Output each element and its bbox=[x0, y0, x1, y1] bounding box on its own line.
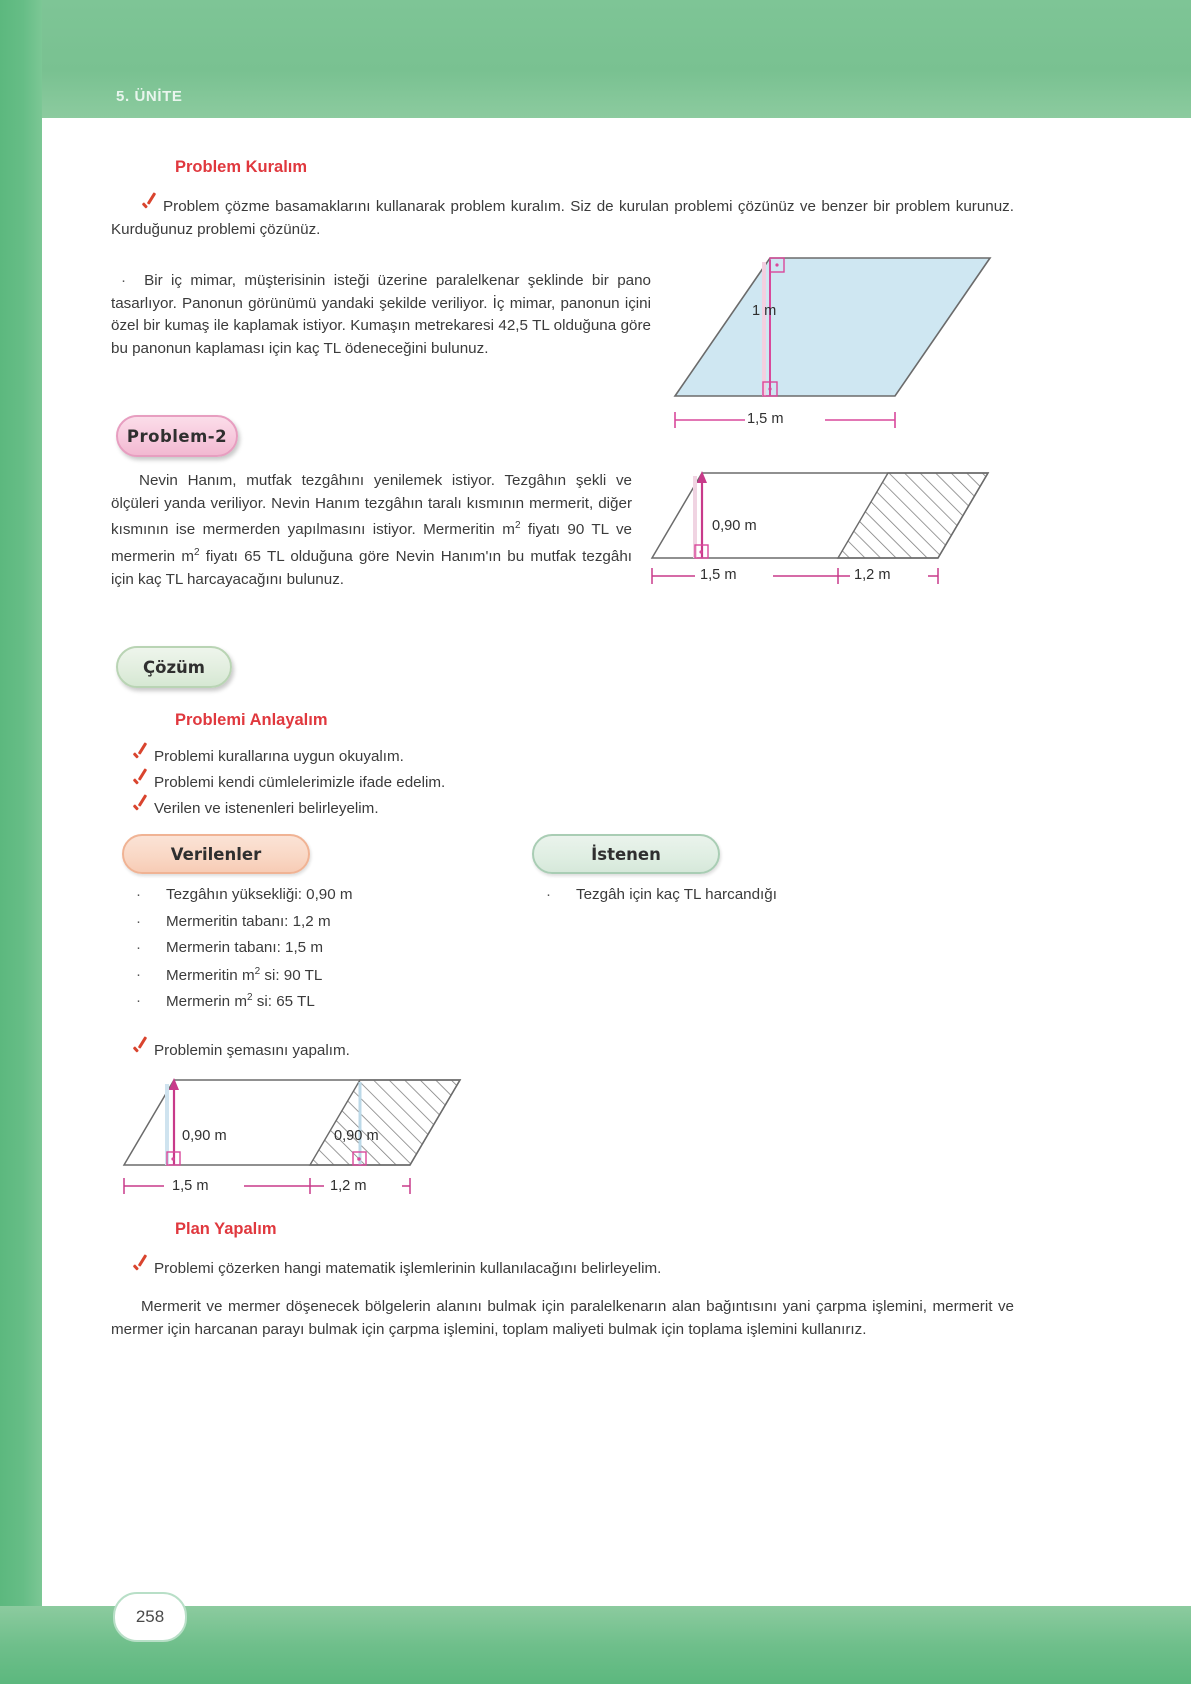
problem-2-badge: Problem-2 bbox=[116, 415, 238, 457]
figure-schema bbox=[112, 1068, 482, 1213]
verilenler-list bbox=[132, 886, 353, 1019]
figure1-height-label: 1 m bbox=[752, 303, 777, 319]
schema-check-line bbox=[132, 1040, 350, 1061]
problem-2-paragraph bbox=[111, 470, 632, 591]
list-item bbox=[132, 939, 353, 966]
anlayalim-check-1-text: Problemi kurallarına uygun okuyalım. bbox=[154, 748, 404, 765]
bullet-dot-icon: · bbox=[136, 912, 141, 930]
list-item bbox=[132, 913, 353, 940]
check-icon bbox=[132, 748, 149, 763]
figure3-base-left-label: 1,5 m bbox=[172, 1178, 209, 1194]
page-content bbox=[42, 118, 1191, 1608]
verilenler-item-3: Mermerin tabanı: 1,5 m bbox=[166, 939, 323, 956]
figure3-height-right-label: 0,90 m bbox=[334, 1128, 379, 1144]
check-icon bbox=[132, 1042, 149, 1057]
plan-check-text: Problemi çözerken hangi matematik işlemlerinin kullanılacağını belirleyelim. bbox=[154, 1260, 662, 1277]
left-green-band bbox=[0, 0, 42, 1684]
list-item bbox=[132, 966, 353, 993]
plan-paragraph: Mermerit ve mermer döşenecek bölgelerin alanını bulmak için paralelkenarın alan bağıntısını yani çarpma işlemini, mermerit ve mermer için harcanan parayı bulmak için çarpma işlemini, toplam maliyeti bulmak için toplama işlemini kullanırız. bbox=[111, 1298, 1014, 1338]
superscript-2: 2 bbox=[254, 965, 261, 977]
check-icon bbox=[132, 800, 149, 815]
superscript-2: 2 bbox=[247, 992, 253, 1003]
verilenler-item-1: Tezgâhın yüksekliği: 0,90 m bbox=[166, 886, 353, 903]
schema-right-angle-dot bbox=[357, 1157, 361, 1161]
problem-kuralim-paragraph bbox=[111, 196, 1014, 241]
anlayalim-check-2-text: Problemi kendi cümlelerimizle ifade edelim. bbox=[154, 774, 446, 791]
figure-tezgah bbox=[640, 458, 1000, 603]
list-item bbox=[132, 886, 353, 913]
bullet-dot-icon: · bbox=[136, 939, 141, 956]
plan-check-line bbox=[132, 1258, 661, 1279]
page-number: 258 bbox=[113, 1592, 187, 1642]
verilenler-item-4: Mermeritin $m^2$ si: 90 TL bbox=[166, 965, 323, 984]
problem-kuralim-paragraph-text: Problem çözme basamaklarını kullanarak problem kuralım. Siz de kurulan problemi çözünüz ve benzer bir problem kurunuz. Kurduğunuz problemi çözünüz. bbox=[111, 198, 1014, 238]
anlayalim-check-1 bbox=[132, 746, 404, 767]
problem-2-paragraph-text: Nevin Hanım, mutfak tezgâhını yenilemek istiyor. Tezgâhın şekli ve ölçüleri yanda veriliyor. Nevin Hanım tezgâhın taralı kısmının mermerit, diğer kısmının ise mermerden yapılmasını istiyor. Mermeritin $m^2$ fiyatı 90 TL ve mermerin $m^2$ fiyatı 65 TL olduğuna göre Nevin Hanım'ın bu mutfak tezgâhı için kaç TL harcayacağını bulunuz. bbox=[111, 472, 632, 588]
anlayalim-check-3 bbox=[132, 798, 379, 819]
bullet-dot-icon: · bbox=[136, 886, 141, 903]
bullet-dot-icon: · bbox=[136, 992, 141, 1009]
header-green-band bbox=[42, 0, 1191, 118]
list-item bbox=[132, 992, 353, 1019]
figure2-base-right-label: 1,2 m bbox=[854, 567, 891, 583]
list-item bbox=[542, 886, 777, 913]
unit-label: 5. ÜNİTE bbox=[116, 88, 183, 105]
schema-check-text: Problemin şemasını yapalım. bbox=[154, 1042, 350, 1059]
problem-kuralim-heading: Problem Kuralım bbox=[175, 158, 308, 176]
cozum-badge: Çözüm bbox=[116, 646, 232, 688]
anlayalim-check-2 bbox=[132, 772, 445, 793]
istenen-badge: İstenen bbox=[532, 834, 720, 874]
problemi-anlayalim-heading: Problemi Anlayalım bbox=[175, 711, 328, 729]
right-angle-dot-bottom bbox=[768, 387, 771, 390]
right-angle-dot-2 bbox=[699, 550, 702, 553]
right-angle-dot-top bbox=[775, 263, 778, 266]
bullet-dot-icon: · bbox=[121, 272, 127, 289]
check-icon bbox=[132, 774, 149, 789]
check-icon bbox=[132, 1260, 149, 1275]
istenen-list bbox=[542, 886, 777, 913]
schema-left-angle-dot bbox=[171, 1157, 174, 1160]
figure1-base-label: 1,5 m bbox=[747, 411, 784, 427]
istenen-item-1: Tezgâh için kaç TL harcandığı bbox=[576, 886, 777, 903]
plan-yapalim-heading: Plan Yapalım bbox=[175, 1220, 277, 1238]
verilenler-item-2: Mermeritin tabanı: 1,2 m bbox=[166, 912, 331, 930]
figure3-base-right-label: 1,2 m bbox=[330, 1178, 367, 1194]
figure3-height-left-label: 0,90 m bbox=[182, 1128, 227, 1144]
parallelogram-shape bbox=[675, 258, 990, 396]
check-icon bbox=[141, 198, 158, 213]
verilenler-item-5: Mermerin $m^2$ si: 65 TL bbox=[166, 992, 315, 1011]
architect-problem-bullet bbox=[111, 270, 651, 360]
figure2-height-label: 0,90 m bbox=[712, 518, 757, 534]
figure-parallelogram-pano bbox=[642, 248, 1002, 438]
figure2-base-left-label: 1,5 m bbox=[700, 567, 737, 583]
architect-problem-text: Bir iç mimar, müşterisinin isteği üzerine paralelkenar şeklinde bir pano tasarlıyor. Panonun görünümü yandaki şekilde veriliyor. İç mimar, panonun içini özel bir kumaş ile kaplamak istiyor. Kumaşın metrekaresi 42,5 TL olduğuna göre bu panonun kaplaması için kaç TL ödeneceğini bulunuz. bbox=[111, 272, 651, 357]
bullet-dot-icon: · bbox=[136, 965, 141, 983]
bullet-dot-icon: · bbox=[546, 886, 551, 903]
verilenler-badge: Verilenler bbox=[122, 834, 310, 874]
anlayalim-check-3-text: Verilen ve istenenleri belirleyelim. bbox=[154, 800, 379, 817]
